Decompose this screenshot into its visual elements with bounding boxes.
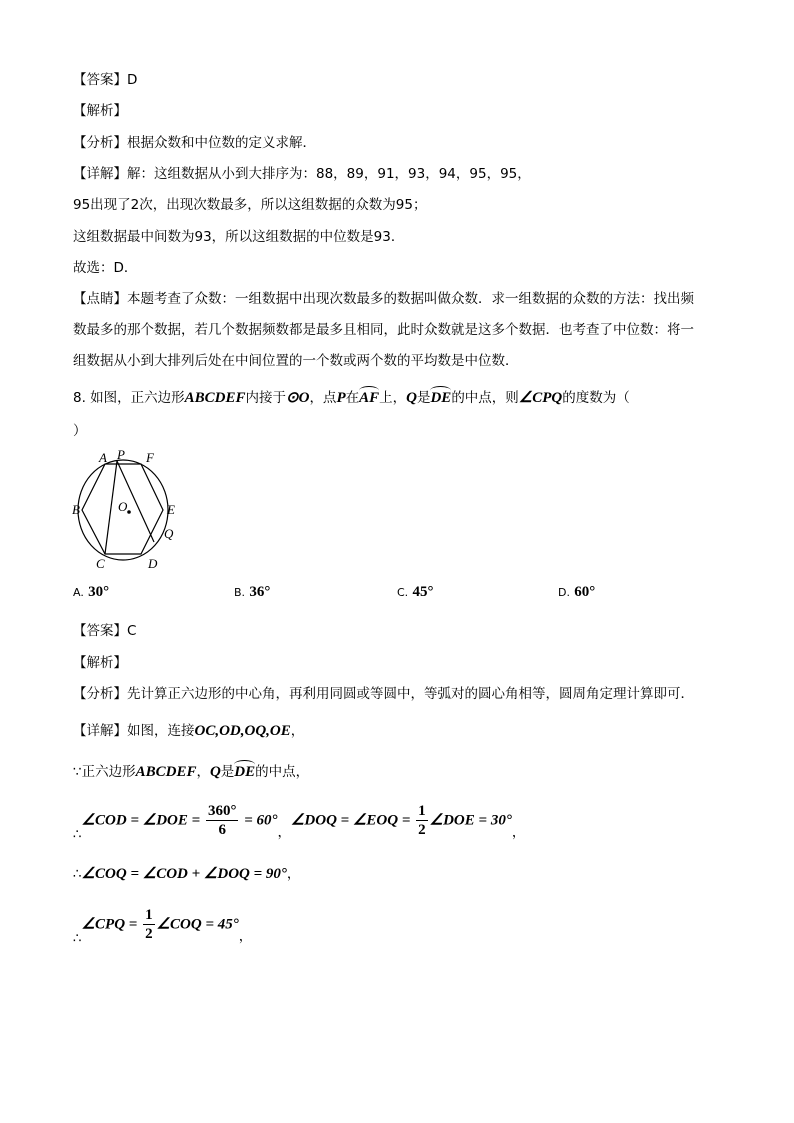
stem-text: ，点 — [309, 390, 337, 406]
denominator: 2 — [145, 926, 153, 942]
stem-text: 的中点，则 — [451, 390, 519, 406]
label-c: C — [96, 556, 105, 570]
option-letter: A. — [73, 586, 84, 599]
math-arc-de: DE — [430, 386, 451, 407]
math: ∠CPQ = — [81, 916, 142, 933]
q7-choice: 故选：D． — [73, 260, 138, 276]
option-d[interactable] — [558, 584, 595, 601]
therefore-symbol: ∴ — [73, 930, 82, 947]
stem-text: 在 — [345, 390, 360, 406]
q8-answer: 【答案】C — [73, 623, 137, 639]
segment-pc — [105, 461, 117, 554]
q8-stem — [73, 386, 630, 407]
math-hexagon: ABCDEF — [135, 764, 197, 780]
q8-step-1 — [73, 802, 525, 843]
text: 【详解】如图，连接 — [73, 723, 195, 739]
comma: ， — [277, 824, 291, 841]
math: ∠COQ = ∠COD + ∠DOQ = 90° — [81, 866, 287, 882]
math: ∠COQ = 45° — [156, 916, 239, 933]
hexagon-figure — [68, 450, 198, 570]
option-a[interactable] — [73, 584, 109, 601]
comma: ， — [286, 866, 301, 882]
numerator: 1 — [145, 907, 153, 923]
therefore-symbol: ∴ — [73, 866, 82, 882]
stem-text: 8. 如图，正六边形 — [73, 390, 185, 406]
comma: ， — [511, 824, 526, 841]
label-e: E — [167, 502, 175, 517]
math: ∠DOQ = ∠EOQ = — [290, 812, 415, 829]
math: ∠DOE = 30° — [429, 812, 512, 829]
numerator: 360° — [207, 803, 237, 819]
therefore-symbol: ∴ — [73, 826, 82, 843]
denominator: 6 — [218, 822, 226, 838]
q7-xiangjie-2: 95出现了2次，出现次数最多，所以这组数据的众数为95； — [73, 197, 427, 213]
math-hexagon: ABCDEF — [184, 390, 246, 406]
text: ∵正六边形 — [73, 764, 136, 780]
label-a: A — [99, 450, 107, 465]
numerator: 1 — [418, 803, 426, 819]
option-value: 60° — [574, 584, 596, 600]
math-p: P — [336, 390, 346, 406]
math-angle-cpq: ∠CPQ — [518, 390, 563, 406]
q8-step-3 — [73, 906, 252, 947]
math-arc-af: AF — [359, 386, 379, 407]
stem-text: 是 — [416, 390, 431, 406]
q8-xiangjie — [73, 719, 304, 740]
text: 的中点， — [255, 764, 310, 780]
option-b[interactable] — [234, 584, 270, 601]
q8-fenxi: 【分析】先计算正六边形的中心角，再利用同圆或等圆中，等弧对的圆心角相等，圆周角定理计算即可． — [73, 686, 694, 702]
math-q: Q — [209, 764, 221, 780]
option-value: 36° — [249, 584, 271, 600]
option-c[interactable] — [397, 584, 433, 601]
math: = 60° — [240, 812, 278, 829]
q7-analysis-heading: 【解析】 — [73, 103, 127, 119]
option-letter: C. — [397, 586, 409, 599]
q8-step-2 — [73, 862, 300, 883]
q7-dianjing-2: 数最多的那个数据，若几个数据频数都是最多且相同，此时众数就是这多个数据．也考查了中位数：将一 — [73, 322, 694, 338]
math-segments: OC,OD,OQ,OE — [194, 723, 291, 739]
fraction — [143, 906, 155, 943]
label-p: P — [117, 450, 125, 462]
center-point — [127, 510, 131, 514]
math-q: Q — [406, 390, 417, 406]
q8-since-line — [73, 760, 309, 781]
fraction — [206, 802, 239, 839]
q7-xiangjie-1: 【详解】解：这组数据从小到大排序为：88，89，91，93，94，95，95， — [73, 166, 531, 182]
label-o: O — [118, 499, 128, 514]
stem-text: 上， — [379, 390, 407, 406]
text: ， — [290, 723, 305, 739]
option-value: 30° — [88, 584, 110, 600]
stem-text: 内接于 — [245, 390, 287, 406]
q7-fenxi: 【分析】根据众数和中位数的定义求解． — [73, 135, 316, 151]
label-b: B — [72, 502, 80, 517]
text: ， — [196, 764, 210, 780]
denominator: 2 — [418, 822, 426, 838]
q7-xiangjie-3: 这组数据最中间数为93，所以这组数据的中位数是93． — [73, 229, 405, 245]
q7-dianjing-3: 组数据从小到大排列后处在中间位置的一个数或两个数的平均数是中位数． — [73, 353, 519, 369]
text: 是 — [220, 764, 235, 780]
label-d: D — [148, 556, 158, 570]
label-q: Q — [164, 526, 174, 541]
stem-text: 的度数为（ — [562, 390, 630, 406]
math-arc-de: DE — [234, 760, 255, 781]
math: ∠COD = ∠DOE = — [81, 812, 204, 829]
option-letter: B. — [234, 586, 246, 599]
q8-stem-close: ） — [73, 423, 87, 439]
q7-answer: 【答案】D — [73, 72, 138, 88]
fraction — [416, 802, 428, 839]
q8-analysis-heading: 【解析】 — [73, 655, 127, 671]
option-letter: D. — [558, 586, 570, 599]
q7-dianjing-1: 【点睛】本题考查了众数：一组数据中出现次数最多的数据叫做众数．求一组数据的众数的方法：找出频 — [73, 291, 694, 307]
option-value: 45° — [412, 584, 434, 600]
label-f: F — [146, 450, 154, 465]
comma: ， — [238, 928, 253, 945]
math-circle: ⊙O — [286, 390, 310, 406]
